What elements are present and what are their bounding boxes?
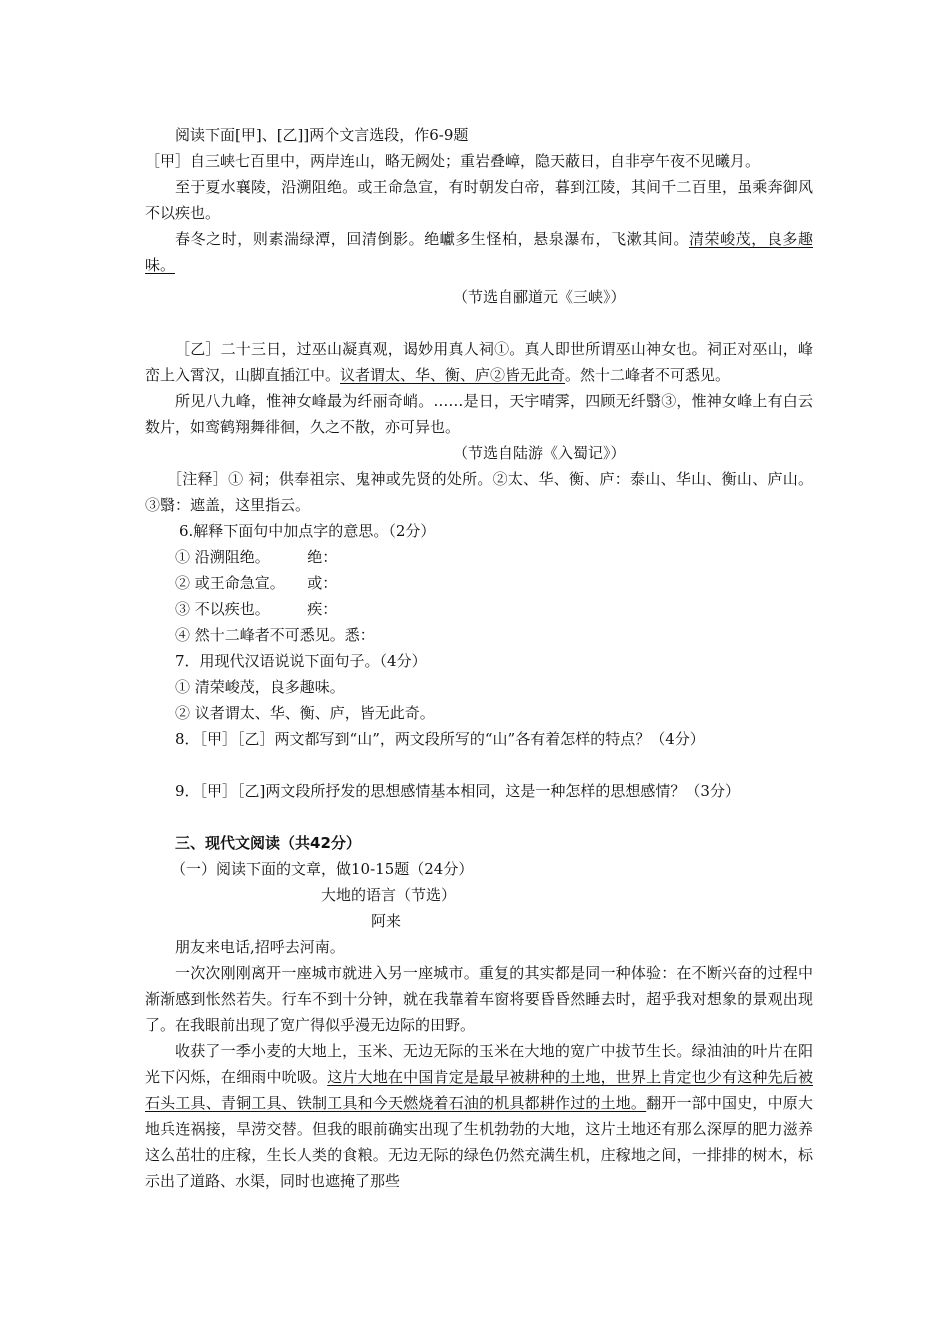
- question-7-item: ② 议者谓太、华、衡、庐，皆无此奇。: [175, 704, 435, 722]
- question-6-item: ① 沿溯阻绝。 绝：: [175, 548, 338, 566]
- passage-jia-p3-text: 春冬之时，则素湍绿潭，回清倒影。绝巘多生怪柏，悬泉瀑布，飞漱其间。: [175, 230, 689, 248]
- passage-yi-p1-text-a: ［乙］二十三日，过巫山凝真观，谒妙用真人祠①。真人即世所谓巫山神女也。祠正对巫山，峰峦上入霄汉，山脚直插江中。: [145, 340, 813, 384]
- passage-yi-p1-text-b: 。然十二峰者不可悉见。: [565, 366, 731, 384]
- article-paragraph: [145, 1038, 813, 1194]
- sub-section-title: （一）阅读下面的文章，做10-15题（24分）: [171, 860, 474, 878]
- question-7-item: ① 清荣峻茂，良多趣味。: [175, 678, 345, 696]
- source-jia: （节选自郦道元《三峡》）: [453, 288, 626, 306]
- underlined-sentence-yi: 议者谓太、华、衡、庐②皆无此奇: [340, 366, 566, 384]
- article-paragraph-text-b: 翻开一部中国史，中原大地兵连祸接，旱涝交替。但我的眼前确实出现了生机勃勃的大地，这片土地还有那么深厚的肥力滋养这么茁壮的庄稼，生长人类的食粮。无边无际的绿色仍然充满生机，庄稼地之间，一排排的树木，标示出了道路、水渠，同时也遮掩了那些: [145, 1094, 813, 1190]
- underlined-sentence-article: 这片大地在中国肯定是最早被耕种的土地，世界上肯定也少有这种先后被石头工具、青铜工具、铁制工具和今天燃烧着石油的机具都耕作过的土地。: [145, 1068, 813, 1112]
- passage-yi-p1: [145, 336, 813, 388]
- question-9: 9．［甲］［乙]两文段所抒发的思想感情基本相同，这是一种怎样的思想感情？（3分）: [175, 782, 740, 800]
- passage-jia-p3: [145, 226, 813, 278]
- article-paragraph-text-a: 收获了一季小麦的大地上，玉米、无边无际的玉米在大地的宽广中拔节生长。绿油油的叶片在阳光下闪烁，在细雨中吮吸。: [145, 1042, 813, 1086]
- source-yi: （节选自陆游《入蜀记》）: [453, 444, 626, 462]
- underlined-sentence-jia: 清荣峻茂，良多趣味。: [145, 230, 813, 274]
- section-title: 三、现代文阅读（共42分）: [175, 834, 361, 852]
- reading-intro: 阅读下面[甲]、[乙]]两个文言选段，作6-9题: [175, 126, 469, 144]
- article-paragraph: 一次次刚刚离开一座城市就进入另一座城市。重复的其实都是同一种体验：在不断兴奋的过程中渐渐感到怅然若失。行车不到十分钟，就在我靠着车窗将要昏昏然睡去时，超乎我对想象的景观出现了。在我眼前出现了宽广得似乎漫无边际的田野。: [145, 964, 813, 1034]
- passage-jia-p2: 至于夏水襄陵，沿溯阻绝。或王命急宣，有时朝发白帝，暮到江陵，其间千二百里，虽乘奔御风不以疾也。: [145, 178, 813, 222]
- question-8: 8．［甲］［乙］两文都写到“山”，两文段所写的“山”各有着怎样的特点？（4分）: [175, 730, 705, 748]
- article-paragraph: 朋友来电话,招呼去河南。: [175, 938, 345, 956]
- question-6-item: ② 或王命急宣。 或：: [175, 574, 338, 592]
- question-6: 6.解释下面句中加点字的意思。（2分）: [179, 522, 436, 540]
- annotation-notes: ［注释］① 祠；供奉祖宗、鬼神或先贤的处所。②太、华、衡、庐：泰山、华山、衡山、庐山。③翳：遮盖，这里指云。: [145, 470, 813, 514]
- question-6-item: ④ 然十二峰者不可悉见。悉：: [175, 626, 375, 644]
- document-page: [145, 122, 813, 1194]
- article-title: 大地的语言（节选）: [321, 886, 457, 904]
- passage-jia-p1: ［甲］自三峡七百里中，两岸连山，略无阙处；重岩叠嶂，隐天蔽日，自非亭午夜不见曦月。: [145, 152, 761, 170]
- passage-yi-p2: 所见八九峰，惟神女峰最为纤丽奇峭。……是日，天宇晴霁，四顾无纤翳③，惟神女峰上有白云数片，如鸾鹤翔舞徘徊，久之不散，亦可异也。: [145, 392, 813, 436]
- question-6-item: ③ 不以疾也。 疾：: [175, 600, 338, 618]
- question-7: 7．用现代汉语说说下面句子。（4分）: [175, 652, 427, 670]
- article-author: 阿来: [371, 912, 402, 930]
